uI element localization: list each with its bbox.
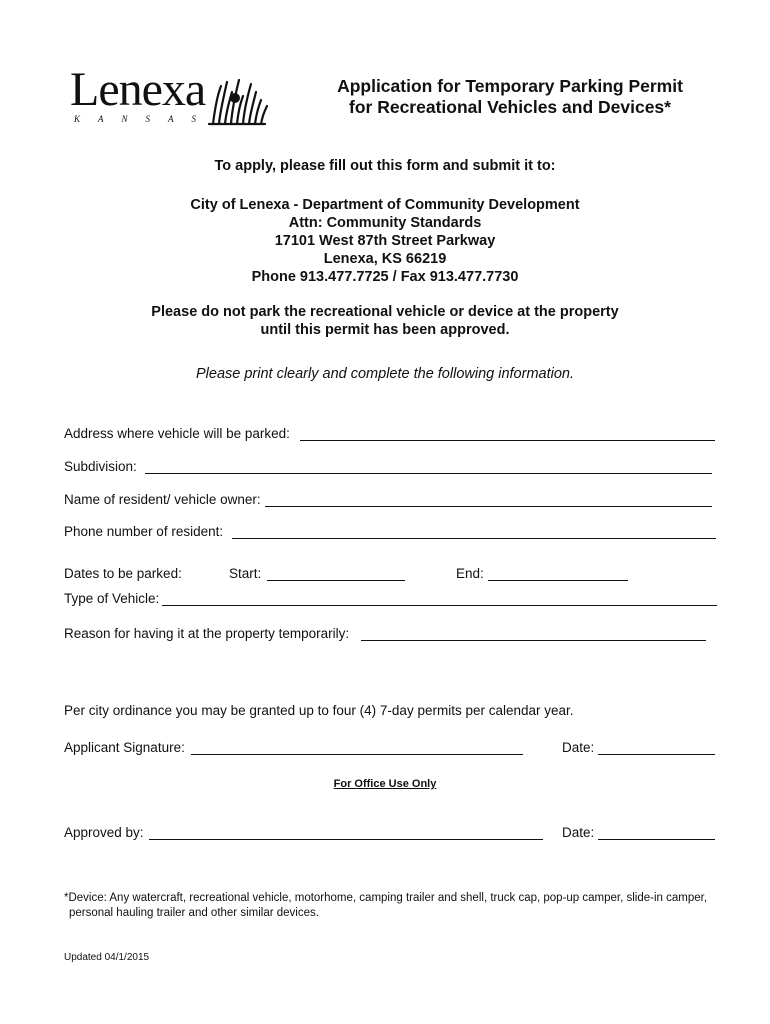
- address-line1: City of Lenexa - Department of Community Development: [190, 197, 580, 213]
- start-label: Start:: [229, 566, 262, 581]
- prairie-grass-logo-icon: [205, 72, 270, 131]
- reason-label: Reason for having it at the property temporarily:: [64, 626, 350, 641]
- parking-warning-line1: Please do not park the recreational vehicle or device at the property: [151, 304, 619, 320]
- subdivision-field[interactable]: [145, 473, 712, 474]
- lenexa-logo-wordmark: Lenexa: [70, 63, 206, 116]
- reason-field[interactable]: [361, 640, 706, 641]
- parking-warning-line2: until this permit has been approved.: [260, 322, 510, 338]
- office-use-heading: For Office Use Only: [333, 778, 437, 790]
- device-footnote-line1: *Device: Any watercraft, recreational vehicle, motorhome, camping trailer and shell, truck cap, pop-up camper, slide-in camper,: [64, 892, 708, 904]
- address-label: Address where vehicle will be parked:: [64, 426, 290, 441]
- end-label: End:: [456, 566, 484, 581]
- address-field[interactable]: [300, 440, 715, 441]
- signature-label: Applicant Signature:: [64, 740, 185, 755]
- phone-label: Phone number of resident:: [64, 524, 224, 539]
- signature-date-label: Date:: [562, 740, 595, 755]
- approval-date-field[interactable]: [598, 839, 715, 840]
- mailing-address: [0, 196, 770, 286]
- approved-by-label: Approved by:: [64, 825, 144, 840]
- address-line3: 17101 West 87th Street Parkway: [274, 233, 496, 249]
- dates-label: Dates to be parked:: [64, 566, 182, 581]
- owner-label: Name of resident/ vehicle owner:: [64, 492, 261, 507]
- owner-field[interactable]: [265, 506, 712, 507]
- print-instruction: Please print clearly and complete the following information.: [195, 366, 574, 382]
- device-footnote: [64, 891, 707, 921]
- ordinance-note: Per city ordinance you may be granted up to four (4) 7-day permits per calendar year.: [64, 703, 574, 718]
- approved-by-field[interactable]: [149, 839, 543, 840]
- vehicle-type-field[interactable]: [162, 605, 717, 606]
- contact-numbers: Phone 913.477.7725 / Fax 913.477.7730: [251, 269, 519, 285]
- address-line2: Attn: Community Standards: [288, 215, 482, 231]
- address-line4: Lenexa, KS 66219: [323, 251, 447, 267]
- signature-field[interactable]: [191, 754, 523, 755]
- approval-date-label: Date:: [562, 825, 595, 840]
- form-title-line2: for Recreational Vehicles and Devices*: [349, 97, 671, 117]
- lenexa-logo-state: KANSAS: [74, 114, 215, 124]
- device-footnote-line2: personal hauling trailer and other similar devices.: [69, 907, 319, 919]
- vehicle-type-label: Type of Vehicle:: [64, 591, 160, 606]
- signature-date-field[interactable]: [598, 754, 715, 755]
- start-date-field[interactable]: [267, 580, 405, 581]
- parking-warning: [0, 303, 770, 339]
- phone-field[interactable]: [232, 538, 716, 539]
- form-title: [300, 76, 720, 118]
- updated-date: Updated 04/1/2015: [64, 952, 150, 963]
- subdivision-label: Subdivision:: [64, 459, 137, 474]
- submit-instructions: To apply, please fill out this form and submit it to:: [214, 158, 556, 174]
- form-title-line1: Application for Temporary Parking Permit: [337, 76, 683, 96]
- end-date-field[interactable]: [488, 580, 628, 581]
